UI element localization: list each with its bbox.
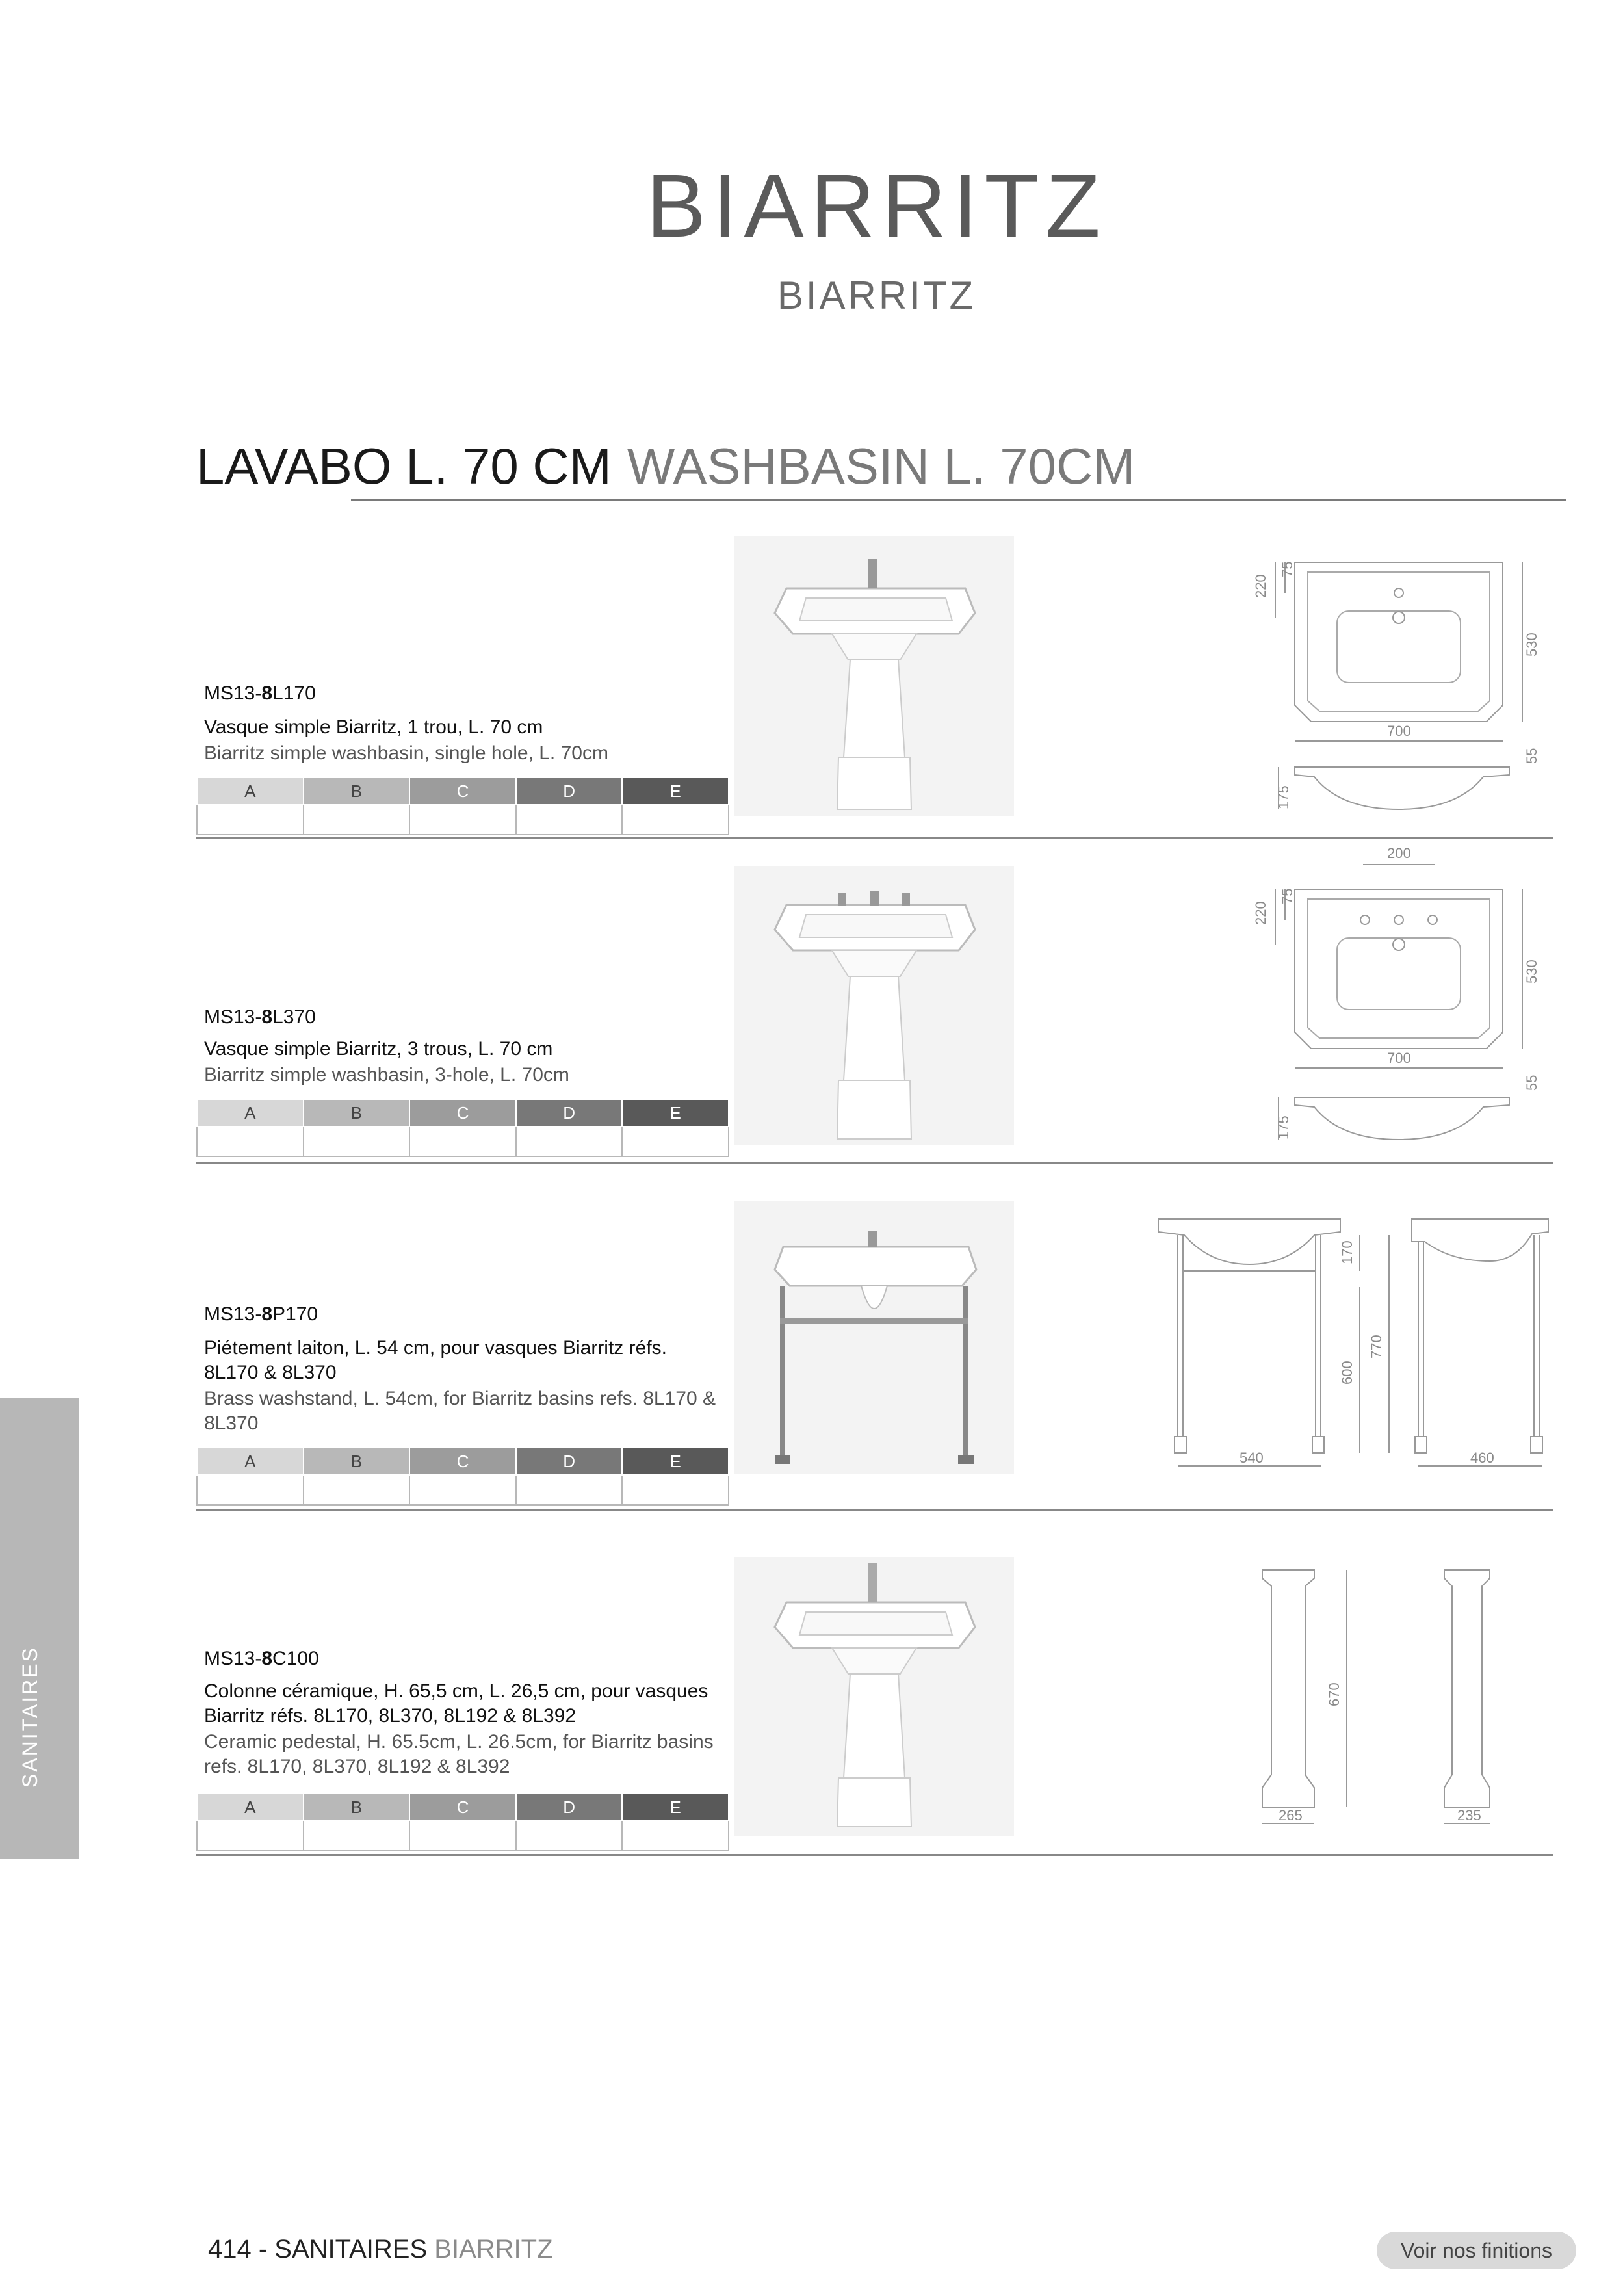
finish-header-c: C [409, 1099, 516, 1127]
dimension-label: 700 [1387, 1050, 1411, 1066]
finish-cell [304, 1127, 410, 1156]
finish-header-d: D [516, 777, 623, 805]
brand-subtitle: BIARRITZ [777, 274, 976, 317]
page-footer [208, 2235, 553, 2264]
dimension-label: 600 [1339, 1361, 1355, 1385]
product-description-en: Biarritz simple washbasin, 3-hole, L. 70cm [204, 1064, 569, 1086]
pedestal-image [734, 1557, 1014, 1836]
dimension-label: 460 [1470, 1450, 1494, 1466]
finish-header-c: C [409, 1448, 516, 1475]
finish-cell [197, 1475, 304, 1505]
finish-cell [197, 1821, 304, 1851]
finish-cell [409, 1475, 516, 1505]
finish-header-a: A [197, 1794, 304, 1821]
dimension-label: 55 [1524, 1075, 1540, 1091]
finish-header-b: B [304, 1794, 410, 1821]
row-divider [196, 1854, 1553, 1856]
washbasin-pedestal-image [734, 536, 1014, 816]
finish-cell [516, 1127, 623, 1156]
dimension-label: 200 [1387, 845, 1411, 861]
dimension-label: 175 [1275, 785, 1292, 809]
product-code: MS13-8C100 [204, 1648, 319, 1669]
finish-cell [409, 1127, 516, 1156]
technical-drawing [1152, 1216, 1555, 1476]
finish-cell [622, 805, 729, 835]
finish-header-d: D [516, 1794, 623, 1821]
product-code: MS13-8P170 [204, 1303, 318, 1325]
finish-table [196, 1793, 729, 1851]
finish-header-d: D [516, 1448, 623, 1475]
finish-header-e: E [622, 1794, 729, 1821]
dimension-label: 75 [1279, 888, 1295, 904]
side-tab[interactable] [0, 1398, 79, 1859]
product-code: MS13-8L170 [204, 683, 316, 704]
dimension-label: 220 [1253, 901, 1269, 925]
finish-cell [516, 1475, 623, 1505]
finish-header-a: A [197, 1448, 304, 1475]
dimension-label: 670 [1326, 1682, 1342, 1706]
product-photo [734, 866, 1014, 1145]
finish-header-e: E [622, 1448, 729, 1475]
finish-header-d: D [516, 1099, 623, 1127]
finish-header-e: E [622, 1099, 729, 1127]
product-description-fr: Colonne céramique, H. 65,5 cm, L. 26,5 cm, pour vasques Biarritz réfs. 8L170, 8L370, 8L192 & 8L392 [204, 1680, 708, 1727]
finish-table [196, 1447, 729, 1506]
finish-cell [516, 1821, 623, 1851]
dimension-label: 175 [1275, 1115, 1292, 1140]
washbasin-pedestal-image [734, 866, 1014, 1145]
dimension-label: 530 [1524, 959, 1540, 984]
finish-header-b: B [304, 777, 410, 805]
finish-header-c: C [409, 777, 516, 805]
product-description-fr: Piétement laiton, L. 54 cm, pour vasques Biarritz réfs. 8L170 & 8L370 [204, 1337, 667, 1383]
finish-cell [409, 805, 516, 835]
product-description-en: Ceramic pedestal, H. 65.5cm, L. 26.5cm, for Biarritz basins refs. 8L170, 8L370, 8L192 & 8L392 [204, 1731, 714, 1777]
finish-header-b: B [304, 1099, 410, 1127]
technical-drawing [1236, 844, 1548, 1149]
product-row [196, 1511, 1553, 1856]
dimension-label: 75 [1279, 561, 1295, 577]
finish-cell [409, 1821, 516, 1851]
dimension-label: 530 [1524, 633, 1540, 657]
finish-cell [197, 1127, 304, 1156]
product-photo [734, 536, 1014, 816]
section-title-en: WASHBASIN L. 70CM [627, 437, 1136, 495]
finish-cell [516, 805, 623, 835]
section-divider [351, 499, 1566, 501]
finish-cell [197, 805, 304, 835]
technical-drawing [1236, 553, 1548, 813]
finish-header-a: A [197, 777, 304, 805]
product-photo [734, 1201, 1014, 1474]
product-code: MS13-8L370 [204, 1006, 316, 1028]
technical-drawing [1236, 1567, 1548, 1840]
footer-brand: BIARRITZ [434, 2235, 553, 2263]
dimension-label: 170 [1339, 1240, 1355, 1264]
section-title [196, 437, 1135, 496]
dimension-label: 700 [1387, 723, 1411, 739]
product-photo [734, 1557, 1014, 1836]
product-description-en: Brass washstand, L. 54cm, for Biarritz basins refs. 8L170 & 8L370 [204, 1388, 716, 1434]
finish-table [196, 777, 729, 835]
finish-cell [622, 1127, 729, 1156]
product-row [196, 533, 1553, 839]
finish-header-b: B [304, 1448, 410, 1475]
finish-cell [622, 1821, 729, 1851]
dimension-label: 220 [1253, 574, 1269, 598]
finish-header-a: A [197, 1099, 304, 1127]
product-row [196, 839, 1553, 1164]
product-row [196, 1164, 1553, 1511]
view-finishes-button[interactable]: Voir nos finitions [1377, 2232, 1576, 2269]
finish-header-e: E [622, 777, 729, 805]
brand-title: BIARRITZ [646, 156, 1107, 256]
finish-table [196, 1099, 729, 1157]
finish-cell [304, 1821, 410, 1851]
washstand-image [734, 1201, 1014, 1474]
product-description-fr: Vasque simple Biarritz, 1 trou, L. 70 cm [204, 716, 543, 738]
section-title-fr: LAVABO L. 70 CM [196, 437, 612, 495]
dimension-label: 265 [1279, 1807, 1303, 1823]
dimension-label: 540 [1240, 1450, 1264, 1466]
finish-cell [304, 1475, 410, 1505]
finish-header-c: C [409, 1794, 516, 1821]
product-description-en: Biarritz simple washbasin, single hole, L. 70cm [204, 742, 608, 764]
side-tab-label: SANITAIRES [18, 1646, 42, 1788]
finish-cell [304, 805, 410, 835]
dimension-label: 770 [1368, 1335, 1384, 1359]
dimension-label: 55 [1524, 748, 1540, 764]
finish-cell [622, 1475, 729, 1505]
page-number: 414 - SANITAIRES [208, 2235, 428, 2263]
dimension-label: 235 [1457, 1807, 1481, 1823]
product-description-fr: Vasque simple Biarritz, 3 trous, L. 70 cm [204, 1038, 553, 1060]
